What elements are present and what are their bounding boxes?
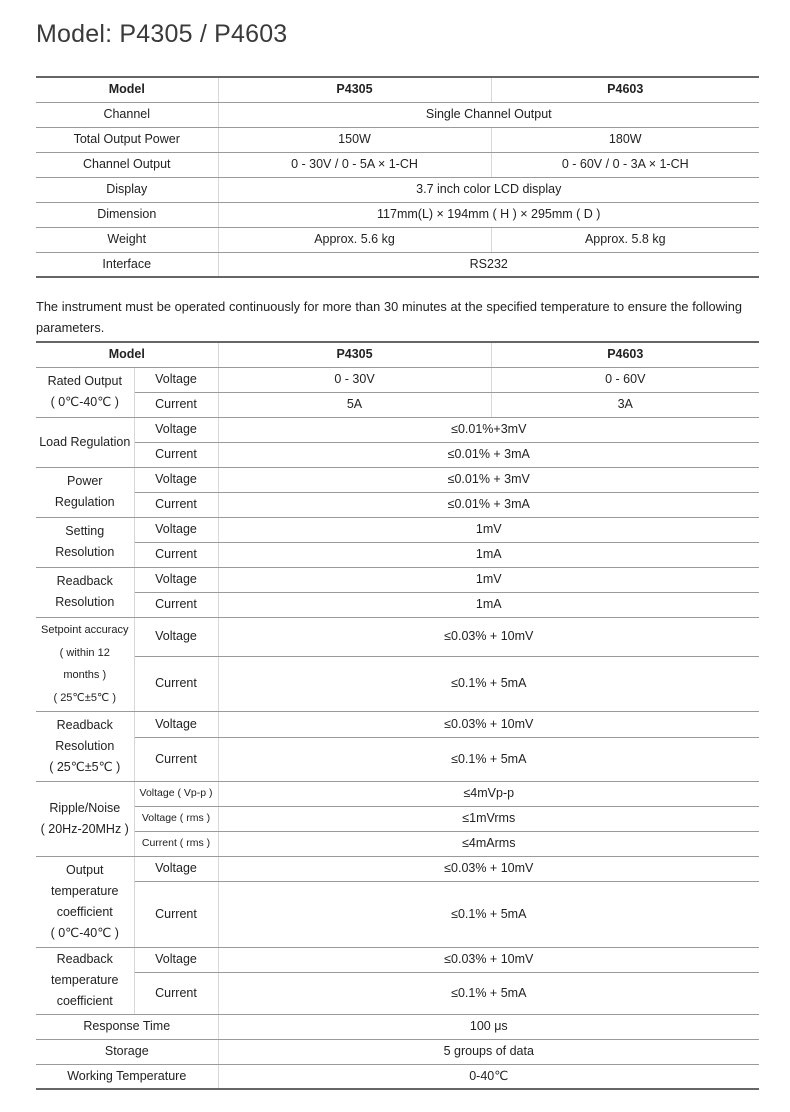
group-label-line: Resolution: [55, 595, 115, 609]
sub-label: Voltage ( rms ): [134, 806, 218, 831]
group-label-line: coefficient: [56, 904, 113, 919]
group-label-line: Ripple/Noise: [49, 800, 121, 815]
cell-value: ≤0.01% + 3mA: [218, 442, 759, 467]
sub-label: Voltage: [134, 711, 218, 737]
cell-value: 3.7 inch color LCD display: [218, 177, 759, 202]
group-label-line: months ): [63, 669, 107, 681]
table-row: [36, 806, 759, 831]
page-title: Model: P4305 / P4603: [36, 20, 288, 48]
row-label: Channel: [36, 102, 218, 127]
table-row: [36, 417, 759, 442]
table-row: [36, 202, 759, 227]
cell-value: ≤0.01% + 3mA: [218, 492, 759, 517]
row-label: Storage: [36, 1039, 218, 1064]
group-label-readback-resolution: [36, 567, 134, 617]
sub-label: Voltage: [134, 467, 218, 492]
group-label-line: coefficient: [56, 994, 113, 1008]
table-row: [36, 342, 759, 367]
table-row: [36, 177, 759, 202]
cell-value: ≤4mArms: [218, 831, 759, 856]
sub-label: Voltage: [134, 856, 218, 881]
cell-value: 0 - 60V / 0 - 3A × 1-CH: [491, 152, 759, 177]
cell-value: 1mA: [218, 542, 759, 567]
table-row: [36, 972, 759, 1014]
sub-label: Current: [134, 737, 218, 781]
header-p4603: P4603: [491, 342, 759, 367]
sub-label: Current: [134, 542, 218, 567]
group-label-line: Resolution: [55, 738, 115, 753]
table-row: [36, 227, 759, 252]
table-row: [36, 1014, 759, 1039]
cell-value: ≤0.1% + 5mA: [218, 972, 759, 1014]
table-row: [36, 1064, 759, 1089]
cell-value: 150W: [218, 127, 491, 152]
table-row: [36, 1039, 759, 1064]
group-label-line: Setpoint accuracy: [41, 624, 129, 636]
cell-value: Single Channel Output: [218, 102, 759, 127]
cell-value: 1mV: [218, 517, 759, 542]
table-row: [36, 947, 759, 972]
cell-value: ≤0.03% + 10mV: [218, 856, 759, 881]
group-label-ripple-noise: [36, 781, 134, 856]
table-row: [36, 881, 759, 947]
sub-label: Voltage: [134, 567, 218, 592]
cell-value: RS232: [218, 252, 759, 277]
table-row: [36, 737, 759, 781]
group-label-line: temperature: [51, 973, 119, 987]
table-row: [36, 392, 759, 417]
cell-value: ≤0.03% + 10mV: [218, 617, 759, 656]
table-row: [36, 856, 759, 881]
table-row: [36, 831, 759, 856]
group-label-line: ( within 12: [59, 646, 110, 659]
sub-label: Voltage ( Vp-p ): [134, 781, 218, 806]
sub-label: Voltage: [134, 517, 218, 542]
table-row: [36, 102, 759, 127]
cell-value: 117mm(L) × 194mm ( H ) × 295mm ( D ): [218, 202, 759, 227]
table-row: [36, 127, 759, 152]
cell-value: ≤0.01% + 3mV: [218, 467, 759, 492]
sub-label: Current: [134, 972, 218, 1014]
cell-value: ≤4mVp-p: [218, 781, 759, 806]
group-label-line: Readback: [56, 574, 113, 588]
cell-value: 100 μs: [218, 1014, 759, 1039]
header-p4305: P4305: [218, 342, 491, 367]
group-label-line: Regulation: [54, 495, 115, 509]
table-row: [36, 492, 759, 517]
sub-label: Current: [134, 881, 218, 947]
cell-value: 5 groups of data: [218, 1039, 759, 1064]
sub-label: Current: [134, 442, 218, 467]
cell-value: 0 - 60V: [491, 367, 759, 392]
group-label-power-regulation: [36, 467, 134, 517]
row-label: Total Output Power: [36, 127, 218, 152]
table-row: [36, 617, 759, 656]
row-label: Dimension: [36, 202, 218, 227]
group-label-line: ( 25℃±5℃ ): [49, 759, 121, 774]
group-label-line: ( 0℃-40℃ ): [50, 395, 119, 409]
table-row: [36, 781, 759, 806]
row-label: Interface: [36, 252, 218, 277]
cell-value: 180W: [491, 127, 759, 152]
group-label-rated-output: [36, 367, 134, 417]
group-label-line: Readback: [56, 952, 113, 966]
table-row: [36, 517, 759, 542]
operating-notice: The instrument must be operated continuously for more than 30 minutes at the specified temperature to ensure the following parameters.: [36, 299, 742, 335]
group-label-setting-resolution: [36, 517, 134, 567]
sub-label: Voltage: [134, 617, 218, 656]
cell-value: ≤0.1% + 5mA: [218, 737, 759, 781]
sub-label: Voltage: [134, 367, 218, 392]
table-row: [36, 77, 759, 102]
general-spec-table: [36, 76, 759, 278]
group-label-line: ( 0℃-40℃ ): [50, 925, 119, 940]
group-label-line: Setting: [65, 524, 105, 538]
cell-value: ≤0.1% + 5mA: [218, 656, 759, 711]
cell-value: Approx. 5.8 kg: [491, 227, 759, 252]
cell-value: ≤0.03% + 10mV: [218, 947, 759, 972]
group-label-line: ( 20Hz-20MHz ): [40, 821, 129, 836]
group-label-readback-temp-coefficient: [36, 947, 134, 1014]
cell-value: 0-40℃: [218, 1064, 759, 1089]
cell-value: ≤0.01%+3mV: [218, 417, 759, 442]
table-row: [36, 656, 759, 711]
sub-label: Current: [134, 492, 218, 517]
cell-value: ≤1mVrms: [218, 806, 759, 831]
group-label-output-temp-coefficient: [36, 856, 134, 947]
table-row: [36, 252, 759, 277]
header-p4305: P4305: [218, 77, 491, 102]
table-row: [36, 567, 759, 592]
cell-value: Approx. 5.6 kg: [218, 227, 491, 252]
cell-value: 0 - 30V: [218, 367, 491, 392]
table-row: [36, 711, 759, 737]
table-row: [36, 467, 759, 492]
group-label-setpoint-accuracy: [36, 617, 134, 711]
header-model: Model: [36, 342, 218, 367]
table-row: [36, 542, 759, 567]
group-label-line: ( 25℃±5℃ ): [53, 691, 117, 704]
header-model: Model: [36, 77, 218, 102]
table-row: [36, 152, 759, 177]
row-label: Response Time: [36, 1014, 218, 1039]
cell-value: 5A: [218, 392, 491, 417]
group-label-load-regulation: Load Regulation: [36, 417, 134, 467]
sub-label: Current ( rms ): [134, 831, 218, 856]
group-label-line: Power: [67, 474, 103, 488]
group-label-readback-accuracy: [36, 711, 134, 781]
row-label: Display: [36, 177, 218, 202]
row-label: Working Temperature: [36, 1064, 218, 1089]
group-label-line: Resolution: [55, 545, 115, 559]
table-row: [36, 592, 759, 617]
row-label: Weight: [36, 227, 218, 252]
table-row: [36, 442, 759, 467]
group-label-line: Rated Output: [47, 374, 122, 388]
table-row: [36, 367, 759, 392]
group-label-line: Readback: [56, 717, 113, 732]
sub-label: Current: [134, 592, 218, 617]
cell-value: ≤0.03% + 10mV: [218, 711, 759, 737]
cell-value: 3A: [491, 392, 759, 417]
sub-label: Current: [134, 656, 218, 711]
row-label: Channel Output: [36, 152, 218, 177]
cell-value: 1mA: [218, 592, 759, 617]
sub-label: Voltage: [134, 417, 218, 442]
group-label-line: Output: [65, 862, 104, 877]
group-label-line: temperature: [51, 883, 119, 898]
header-p4603: P4603: [491, 77, 759, 102]
performance-spec-table: [36, 341, 759, 1090]
cell-value: ≤0.1% + 5mA: [218, 881, 759, 947]
cell-value: 1mV: [218, 567, 759, 592]
sub-label: Current: [134, 392, 218, 417]
cell-value: 0 - 30V / 0 - 5A × 1-CH: [218, 152, 491, 177]
sub-label: Voltage: [134, 947, 218, 972]
